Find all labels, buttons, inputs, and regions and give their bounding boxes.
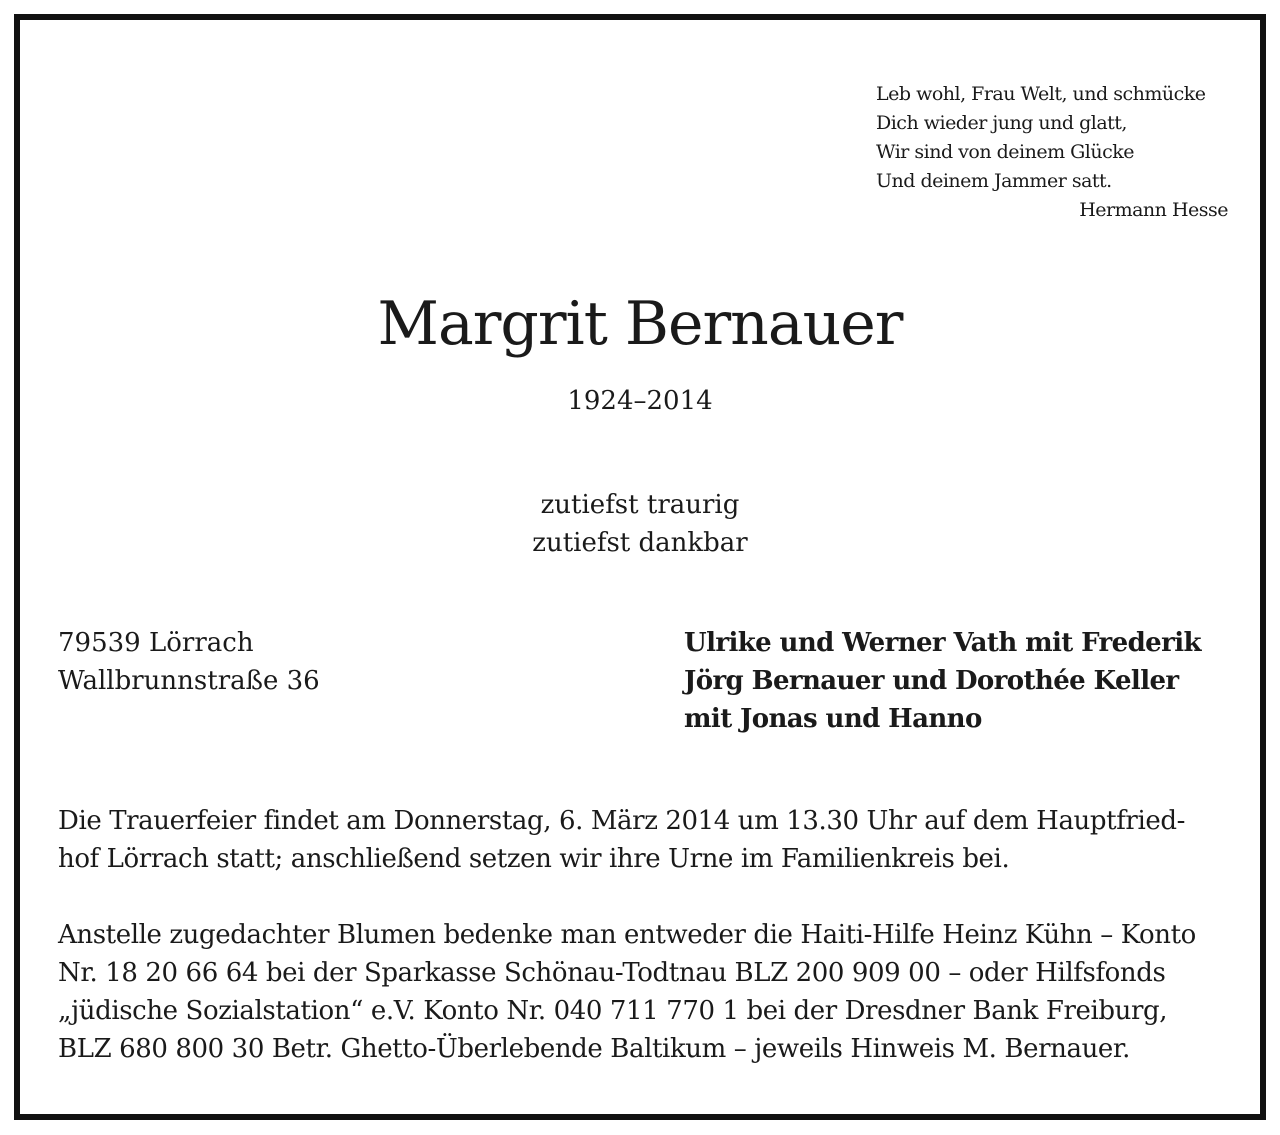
quote-line: Leb wohl, Frau Welt, und schmücke xyxy=(876,83,1206,105)
deceased-name: Margrit Bernauer xyxy=(377,289,903,359)
paragraph-line: Anstelle zugedachter Blumen bedenke man entweder die Haiti-Hilfe Heinz Kühn – Konto xyxy=(58,920,1196,950)
quote-line: Wir sind von deinem Glücke xyxy=(876,141,1135,163)
mourner-line: Jörg Bernauer und Dorothée Keller xyxy=(684,666,1179,696)
obituary-notice xyxy=(14,14,1266,1120)
quote-author: Hermann Hesse xyxy=(1079,199,1228,221)
paragraph-line: Nr. 18 20 66 64 bei der Sparkasse Schönau-Todtnau BLZ 200 909 00 – oder Hilfsfonds xyxy=(58,958,1166,988)
mourner-line: mit Jonas und Hanno xyxy=(684,704,982,734)
paragraph-line: BLZ 680 800 30 Betr. Ghetto-Überlebende Baltikum – jeweils Hinweis M. Bernauer. xyxy=(58,1034,1130,1064)
quote-line: Dich wieder jung und glatt, xyxy=(876,112,1127,134)
mourner-line: Ulrike und Werner Vath mit Frederik xyxy=(684,628,1201,658)
quote-line: Und deinem Jammer satt. xyxy=(876,170,1112,192)
sentiment-line: zutiefst dankbar xyxy=(532,528,748,558)
paragraph-line: Die Trauerfeier findet am Donnerstag, 6. März 2014 um 13.30 Uhr auf dem Hauptfried- xyxy=(58,806,1185,836)
epigraph-quote xyxy=(876,80,1228,225)
life-years: 1924–2014 xyxy=(567,386,713,416)
sentiment xyxy=(20,486,1260,562)
mourners-list xyxy=(684,624,1201,738)
sentiment-line: zutiefst traurig xyxy=(540,490,740,520)
donation-paragraph xyxy=(58,916,1226,1068)
paragraph-line: hof Lörrach statt; anschließend setzen wir ihre Urne im Familienkreis bei. xyxy=(58,844,1010,874)
family-address xyxy=(58,624,320,700)
address-street: Wallbrunnstraße 36 xyxy=(58,666,320,696)
ceremony-paragraph xyxy=(58,802,1226,878)
address-city: 79539 Lörrach xyxy=(58,628,254,658)
paragraph-line: „jüdische Sozialstation“ e.V. Konto Nr. 040 711 770 1 bei der Dresdner Bank Freiburg, xyxy=(58,996,1168,1026)
